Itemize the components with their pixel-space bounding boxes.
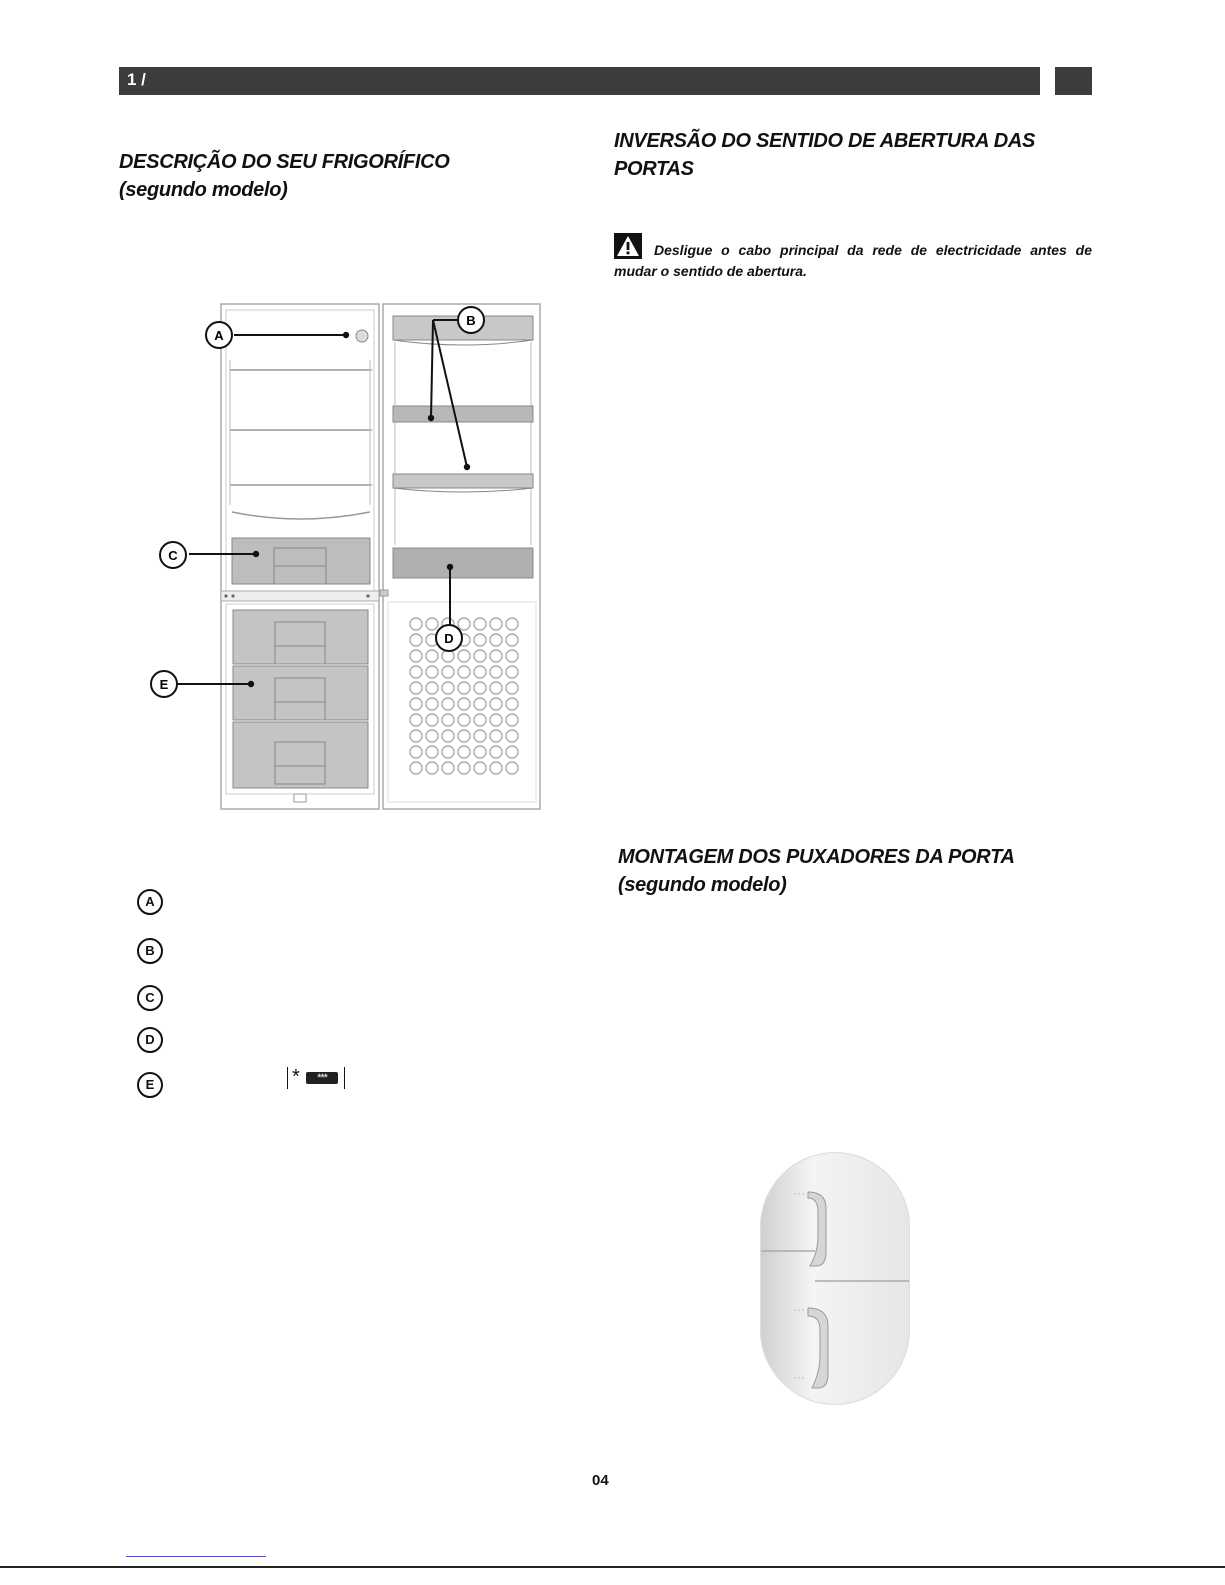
callout-d xyxy=(436,625,462,651)
four-star-freezer-symbol: * *** xyxy=(287,1067,345,1089)
fridge-description-title: DESCRIÇÃO DO SEU FRIGORÍFICO xyxy=(119,151,450,173)
legend-letter: A xyxy=(137,889,163,915)
warning-paragraph xyxy=(614,233,1092,282)
legend-item-c xyxy=(137,985,497,1017)
callout-a xyxy=(206,322,232,348)
door-handle-photo xyxy=(760,1152,910,1405)
callout-c xyxy=(160,542,186,568)
legend-letter: B xyxy=(137,938,163,964)
svg-text:C: C xyxy=(168,548,178,563)
page-number: 04 xyxy=(592,1472,609,1489)
legend-letter: D xyxy=(137,1027,163,1053)
legend-item-d xyxy=(137,1027,497,1059)
section-number: 1 / xyxy=(127,70,146,89)
svg-text:A: A xyxy=(214,328,224,343)
fridge-description-subtitle: (segundo modelo) xyxy=(119,179,288,201)
legend-item-e xyxy=(137,1066,497,1104)
footer-rule xyxy=(0,1566,1225,1568)
fridge-diagram xyxy=(140,300,545,815)
warning-icon xyxy=(614,233,642,259)
handle-mounting-subtitle: (segundo modelo) xyxy=(618,874,787,896)
legend-item-b xyxy=(137,938,497,970)
callout-b xyxy=(458,307,484,333)
legend-letter: E xyxy=(137,1072,163,1098)
callout-e xyxy=(151,671,177,697)
legend-item-a xyxy=(137,889,497,921)
door-reversal-title-cont: PORTAS xyxy=(614,158,694,180)
door-reversal-title: INVERSÃO DO SENTIDO DE ABERTURA DAS xyxy=(614,130,1036,152)
handle-mounting-title: MONTAGEM DOS PUXADORES DA PORTA xyxy=(618,846,1015,868)
svg-text:B: B xyxy=(466,313,476,328)
header-end-box xyxy=(1055,67,1092,95)
svg-text:E: E xyxy=(159,677,169,692)
svg-text:D: D xyxy=(444,631,454,646)
section-header-bar xyxy=(119,67,1040,95)
footer-link-underline xyxy=(126,1556,266,1557)
legend-letter: C xyxy=(137,985,163,1011)
warning-text: Desligue o cabo principal da rede de electricidade antes de mudar o sentido de abertura. xyxy=(614,242,1092,279)
